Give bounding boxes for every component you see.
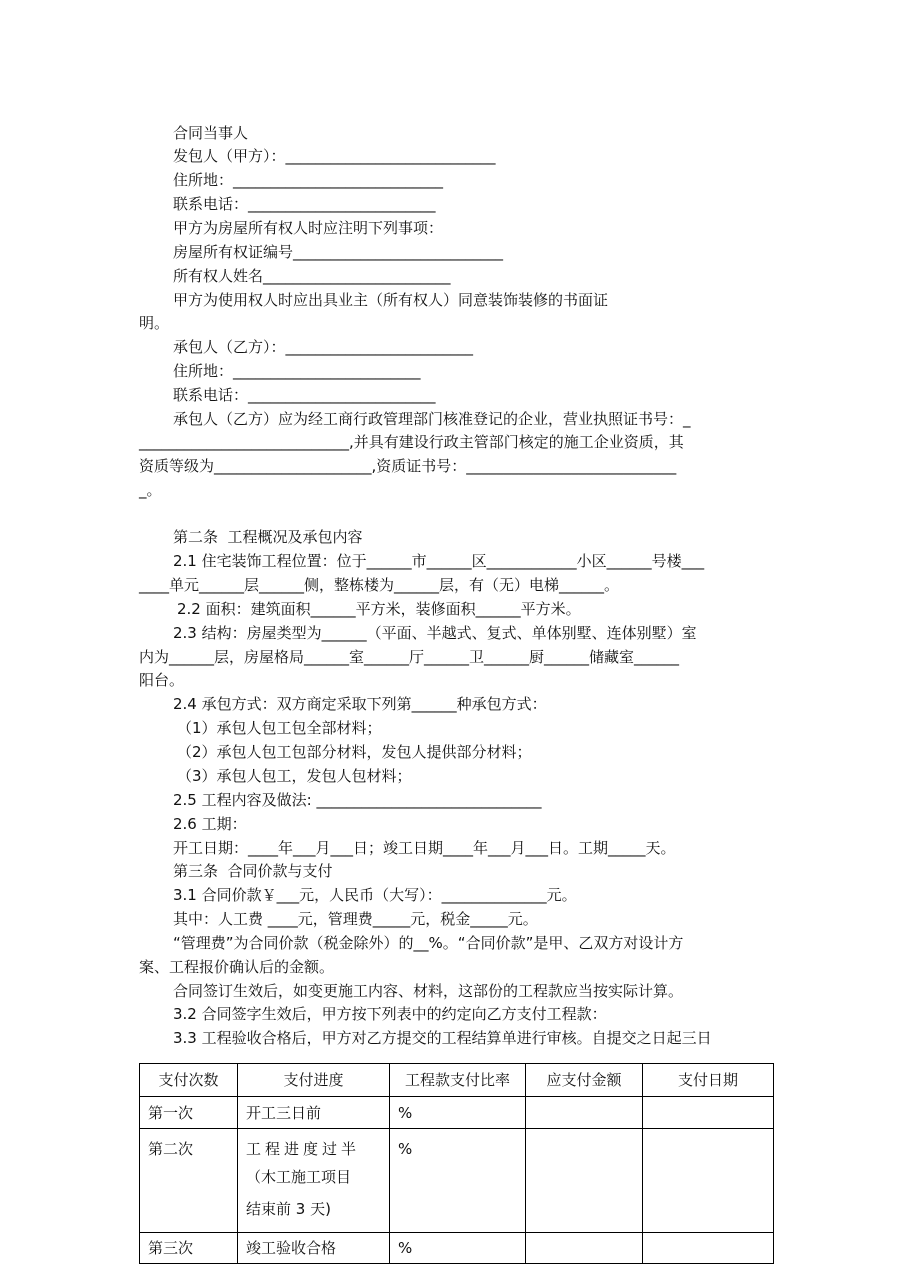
progress-text-3: 结束前 3 天) xyxy=(246,1200,331,1218)
header-times: 支付次数 xyxy=(140,1064,238,1097)
progress-text-1: 工程进度过半 xyxy=(246,1140,361,1158)
progress-text-2: （木工施工项目 xyxy=(246,1168,352,1186)
cell-progress: 竣工验收合格 xyxy=(238,1233,390,1264)
clause-2-4: 2.4 承包方式：双方商定采取下列第______种承包方式： xyxy=(173,695,547,713)
clause-2-1-cont: ____单元______层______侧，整栋楼为______层，有（无）电梯______。 xyxy=(139,576,620,594)
table-row xyxy=(140,1097,774,1129)
article-three-heading: 第三条 合同价款与支付 xyxy=(173,862,333,880)
cell-progress xyxy=(238,1129,390,1233)
option-3: （3）承包人包工，发包人包材料； xyxy=(177,767,412,785)
cell-date xyxy=(643,1097,774,1129)
cell-ratio xyxy=(390,1129,526,1233)
cell-times xyxy=(140,1129,238,1233)
option-1: （1）承包人包工包全部材料； xyxy=(177,719,382,737)
change-note-line: 合同签订生效后，如变更施工内容、材料，这部份的工程款应当按实际计算。 xyxy=(173,982,684,1000)
cell-amount xyxy=(526,1233,643,1264)
cell-times: 第三次 xyxy=(140,1233,238,1264)
clause-2-3: 2.3 结构：房屋类型为______（平面、半越式、复式、单体别墅、连体别墅）室 xyxy=(173,624,697,642)
employer-phone-line: 联系电话：_________________________ xyxy=(173,195,436,213)
employer-line: 发包人（甲方）：____________________________ xyxy=(173,147,496,165)
clause-2-3-end: 阳台。 xyxy=(139,671,185,689)
header-amount: 应支付金额 xyxy=(526,1064,643,1097)
cell-date xyxy=(643,1129,774,1233)
clause-3-2: 3.2 合同签字生效后，甲方按下列表中的约定向乙方支付工程款： xyxy=(173,1005,607,1023)
clause-2-5: 2.5 工程内容及做法: ______________________________ xyxy=(173,791,542,809)
clause-2-1: 2.1 住宅装饰工程位置：位于______市______区____________小区______号楼___ xyxy=(173,552,705,570)
schedule-line: 开工日期：____年___月___日；竣工日期____年___月___日。工期_____天。 xyxy=(173,839,676,857)
clause-2-2: 2.2 面积：建筑面积______平方米，装修面积______平方米。 xyxy=(177,600,581,618)
contractor-address-line: 住所地：_________________________ xyxy=(173,362,421,380)
section-heading-parties: 合同当事人 xyxy=(173,124,249,142)
cell-ratio-text: % xyxy=(398,1140,413,1158)
table-row xyxy=(140,1233,774,1264)
management-fee-cont: 案、工程报价确认后的金额。 xyxy=(139,958,335,976)
qualification-line: 资质等级为_____________________,资质证书号：____________________________ xyxy=(139,457,677,475)
table-header-row xyxy=(140,1064,774,1097)
contractor-license-line: 承包人（乙方）应为经工商行政管理部门核准登记的企业，营业执照证书号：_ xyxy=(173,410,691,428)
cell-amount xyxy=(526,1129,643,1233)
clause-2-3-cont: 内为______层，房屋格局______室______厅______卫______厨______储藏室______ xyxy=(139,648,680,666)
header-ratio: 工程款支付比率 xyxy=(390,1064,526,1097)
table-row xyxy=(140,1129,774,1233)
cell-progress: 开工三日前 xyxy=(238,1097,390,1129)
article-two-heading: 第二条 工程概况及承包内容 xyxy=(173,528,363,546)
cell-times-text: 第二次 xyxy=(148,1140,194,1158)
clause-3-3: 3.3 工程验收合格后，甲方对乙方提交的工程结算单进行审核。自提交之日起三日 xyxy=(173,1029,712,1047)
cell-ratio: % xyxy=(390,1097,526,1129)
cell-date xyxy=(643,1233,774,1264)
clause-3-1: 3.1 合同价款￥___元，人民币（大写）：______________元。 xyxy=(173,886,577,904)
cell-times: 第一次 xyxy=(140,1097,238,1129)
fee-breakdown-line: 其中：人工费 ____元，管理费_____元，税金_____元。 xyxy=(173,910,538,928)
header-date: 支付日期 xyxy=(643,1064,774,1097)
contractor-license-cont: ____________________________,并具有建设行政主管部门核定的施工企业资质，其 xyxy=(139,433,684,451)
header-progress: 支付进度 xyxy=(238,1064,390,1097)
qualification-cont: _。 xyxy=(139,481,162,499)
owner-note-line: 甲方为房屋所有权人时应注明下列事项： xyxy=(173,219,444,237)
option-2: （2）承包人包工包部分材料，发包人提供部分材料； xyxy=(177,743,532,761)
owner-name-line: 所有权人姓名_________________________ xyxy=(173,267,451,285)
payment-table xyxy=(139,1063,774,1264)
cell-ratio: % xyxy=(390,1233,526,1264)
employer-address-line: 住所地：____________________________ xyxy=(173,171,444,189)
cell-amount xyxy=(526,1097,643,1129)
clause-2-6: 2.6 工期： xyxy=(173,815,247,833)
user-right-note-cont: 明。 xyxy=(139,314,170,332)
user-right-note-line: 甲方为使用权人时应出具业主（所有权人）同意装饰装修的书面证 xyxy=(173,291,609,309)
ownership-cert-line: 房屋所有权证编号____________________________ xyxy=(173,243,504,261)
management-fee-line: “管理费”为合同价款（税金除外）的__%。“合同价款”是甲、乙双方对设计方 xyxy=(173,934,684,952)
contractor-line: 承包人（乙方）：_________________________ xyxy=(173,338,474,356)
contractor-phone-line: 联系电话：_________________________ xyxy=(173,386,436,404)
